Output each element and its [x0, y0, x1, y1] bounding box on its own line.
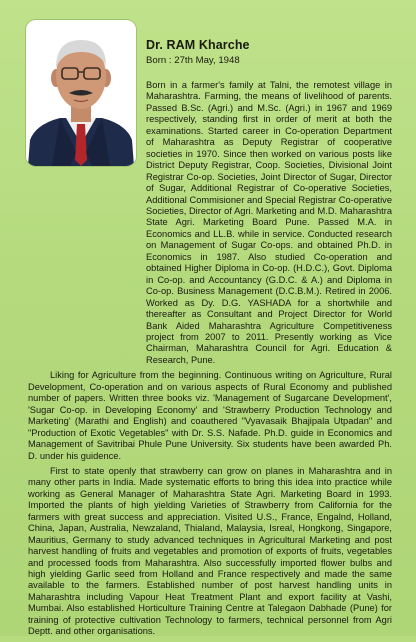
author-biography [28, 80, 392, 642]
bio-paragraph: First to state openly that strawberry can grow on planes in Maharashtra and in many other parts in India. Made systematic efforts to bring this idea into practice while working as General Manager of Maharashtra State Agri. Marketing Board in 1993. Imported the plants of high yielding Varieties of Strawberry from California for the farmers with great success and appreciation. Visited U.S., France, Engalnd, Holland, China, Japan, Australia, Newzaland, Thialand, Malaysia, Isreal, Hongkong, Singapore, Mauritius, Germany to study advanced techniques in Agricultural Marketing and post harvest handling of fruits and vegetables and promotion of exports of fruits, vegetables and processed foods from Maharashtra. Also successfully imported flower bulbs and high yielding Garlic seed from Holland and France respectively and made the same available to the farmers. Established number of post harvest handling units in Maharashtra including Vapour Heat Treatment Plant and export facility at Vashi, Mumbai. Also established Horticulture Training Centre at Talegaon Dabhade (Pune) for training of protective cultivation Technology to farmers, technical personnel from Agri Deptt. and other organisations. [28, 465, 392, 637]
author-birth-date: Born : 27th May, 1948 [146, 55, 240, 66]
bio-paragraph: Born in a farmer's family at Talni, the remotest village in Maharashtra. Farming, the means of livelihood of parents. Passed B.Sc. (Agri.) and M.Sc. (Agri.) in 1967 and 1969 respectively, standing first in order of merit at both the examinations. Started career in Co-operation Department of Maharashtra as Deputy Registrar of cooperative societies in 1970. Since then worked on various posts like District Deputy Registrar, Coop. Societies, Divisional Joint Registrar Co-op. Societies, Joint Director of Sugar, Director of Sugar, Additional Registrar of Co-operative Societies, Additional Commisioner and Special Registrar Co-operative Societies, Director of Agri. Marketing and M.D. Maharashtra State Agri. Marketing Board Pune. Passed M.A. in Economics and LL.B. while in service. Conducted research on Management of Sugar Co-ops. and obtained Ph.D. in Economics in 1987. Also studied Co-operation and obtained Higher Diploma in Co-op. (H.D.C.), Govt. Diploma in Co-op. and Accountancy (G.D.C. & A.) and Diploma in Co-op. Business Management (D.C.B.M.). Retired in 2006. Worked as Dy. D.G. YASHADA for a shortwhile and thereafter as Consultant and Project Director for World Bank Aided Maharashtra Agriculture Competitiveness project from 2007 to 2011. Presently working as Vice Chairman, Maharashtra Council for Agri. Education & Research, Pune. [146, 80, 392, 365]
author-name: Dr. RAM Kharche [146, 38, 250, 52]
bio-paragraph: Liking for Agriculture from the beginning. Continuous writing on Agriculture, Rural Development, Co-operation and on various aspects of Rural Economy and published number of papers. Written three books viz. 'Management of Sugarcane Development', 'Sugar Co-op. in Developing Economy' and 'Strawberry Production Technology and Marketing' (Marathi and English) and coauthered "Vyavasaik Bhajipala Utpadan" and "Production of Exotic Vegetables" with Dr. S.S. Nafade. Ph.D. guide in Economics and Management of Savitribai Phule Pune University. Six students have been awarded Ph. D. under his guidence. [28, 370, 392, 461]
